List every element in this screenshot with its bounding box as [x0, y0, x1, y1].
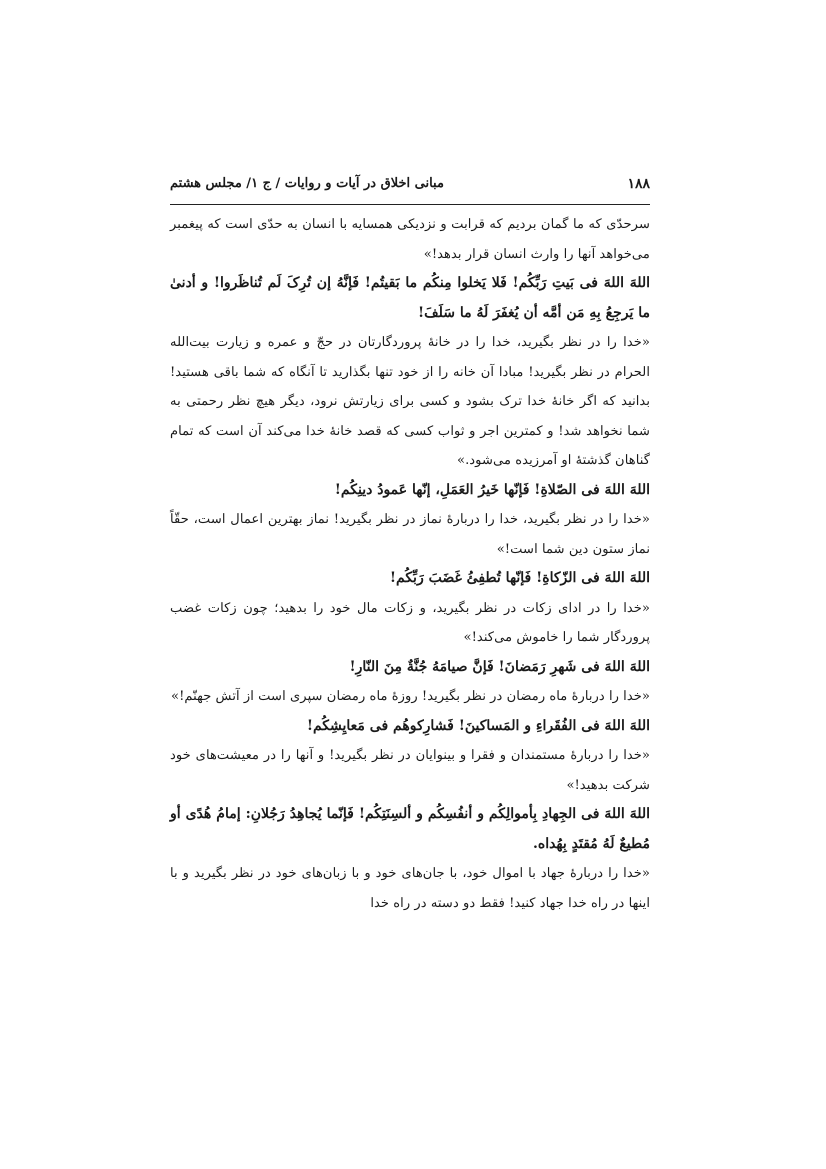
body-text	[170, 210, 650, 918]
paragraph: «خدا را دربارهٔ جهاد با اموال خود، با جان‌های خود و با زبان‌های خود در نظر بگیرید و با اینها در راه خدا جهاد کنید! فقط دو دسته در راه خدا	[170, 866, 650, 911]
arabic-hadith: اللهَ اللهَ فی الصّلاةِ! فَإنّها خَیرُ العَمَلِ، إنّها عَمودُ دینِکُم!	[334, 481, 650, 498]
paragraph: «خدا را دربارهٔ مستمندان و فقرا و بینوایان در نظر بگیرید! و آنها را در معیشت‌های خود شرکت بدهید!»	[170, 748, 650, 793]
header-rule	[170, 204, 650, 205]
running-title: مبانی اخلاق در آیات و روایات / ج ۱/ مجلس هشتم	[170, 176, 444, 191]
arabic-hadith: اللهَ اللهَ فی شَهرِ رَمَضانَ! فَإنَّ صیامَهُ جُنَّةٌ مِنَ النّارِ!	[349, 658, 650, 675]
arabic-hadith: اللهَ اللهَ فی الجِهادِ بِأموالِکُم و أنفُسِکُم و ألسِنَتِکُم! فَإنّما یُجاهِدُ رَجُلانِ: إمامُ هُدًی أو مُطیعٌ لَهُ مُقتَدٍ بِهُداه.	[170, 806, 650, 852]
arabic-hadith: اللهَ اللهَ فی الزّکاةِ! فَإنّها تُطفِئُ غَضَبَ رَبِّکُم!	[389, 570, 650, 586]
paragraph: «خدا را در ادای زکات در نظر بگیرید، و زکات مال خود را بدهید؛ چون زکات غضب پروردگار شما را خاموش می‌کند!»	[170, 600, 650, 645]
page-number: ۱۸۸	[627, 176, 650, 192]
paragraph: «خدا را در نظر بگیرید، خدا را دربارهٔ نماز در نظر بگیرید! نماز بهترین اعمال است، حقّاً نماز ستون دین شما است!»	[170, 512, 650, 557]
arabic-hadith: اللهَ اللهَ فی بَیتِ رَبِّکُم! فَلا یَخلوا مِنکُم ما بَقیتُم! فَإنَّهُ إن تُرِکَ لَم تُناظَروا! و أدنیٰ ما یَرجِعُ بِهِ مَن أمَّه أن یُغفَرَ لَهُ ما سَلَفَ!	[170, 275, 650, 321]
paragraph: «خدا را دربارهٔ ماه رمضان در نظر بگیرید! روزهٔ ماه رمضان سپری است از آتش جهنّم!»	[171, 689, 650, 704]
page-header	[170, 176, 650, 202]
paragraph: «خدا را در نظر بگیرید، خدا را در خانهٔ پروردگارتان در حجّ و عمره و زیارت بیت‌الله الحرام در نظر بگیرید! مبادا آن خانه را از خود تنها بگذارید تا آنگاه که شما باقی هستید! بدانید که اگر خانهٔ خدا ترک بشود و کسی برای زیارتش نرود، دیگر هیچ نظر رحمتی به شما نخواهد شد! و کمترین اجر و ثواب کسی که قصد خانهٔ خدا می‌کند آن است که تمام گناهان گذشتهٔ او آمرزیده می‌شود.»	[170, 335, 650, 468]
paragraph: سرحدّی که ما گمان بردیم که قرابت و نزدیکی همسایه با انسان به حدّی است که پیغمبر می‌خواهد آنها را وارث انسان قرار بدهد!»	[170, 217, 650, 262]
arabic-hadith: اللهَ اللهَ فی الفُقَراءِ و المَساکینَ! فَشارِکوهُم فی مَعایِشِکُم!	[306, 717, 650, 734]
